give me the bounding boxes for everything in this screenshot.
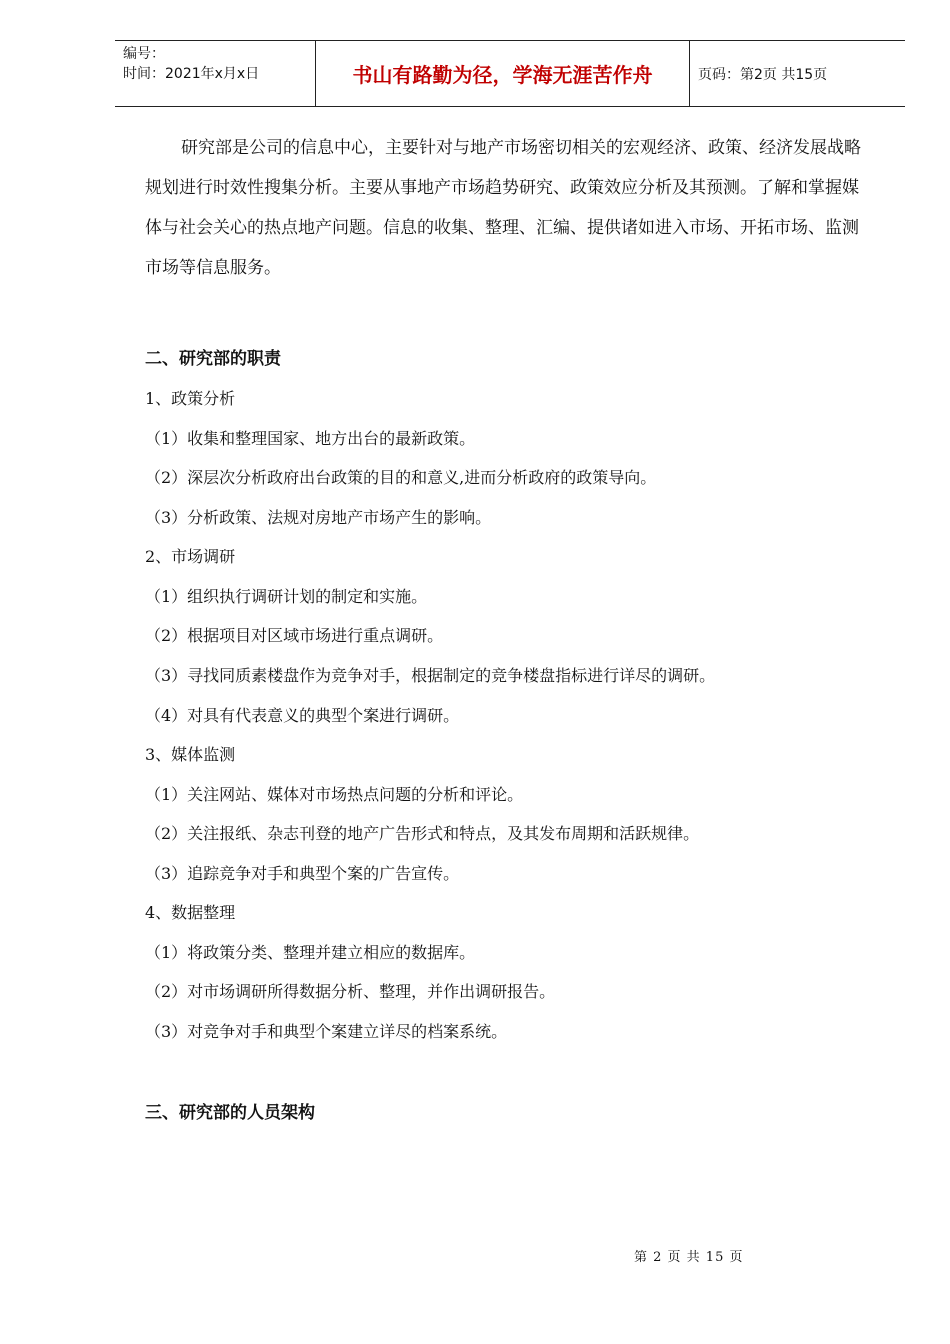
list-item: （2）根据项目对区域市场进行重点调研。 bbox=[145, 626, 444, 645]
list-item: （1）将政策分类、整理并建立相应的数据库。 bbox=[145, 943, 476, 962]
list-item: （3）寻找同质素楼盘作为竞争对手，根据制定的竞争楼盘指标进行详尽的调研。 bbox=[145, 666, 716, 685]
intro-paragraph: 研究部是公司的信息中心，主要针对与地产市场密切相关的宏观经济、政策、经济发展战略规划进行时效性搜集分析。主要从事地产市场趋势研究、政策效应分析及其预测。了解和掌握媒体与社会关心的热点地产问题。信息的收集、整理、汇编、提供诸如进入市场、开拓市场、监测市场等信息服务。 bbox=[145, 138, 861, 278]
list-item: （1）关注网站、媒体对市场热点问题的分析和评论。 bbox=[145, 785, 524, 804]
list-item: （3）追踪竞争对手和典型个案的广告宣传。 bbox=[145, 864, 460, 883]
section-title-duties: 二、研究部的职责 bbox=[145, 349, 281, 369]
list-item: （3）分析政策、法规对房地产市场产生的影响。 bbox=[145, 508, 492, 527]
list-item: 3、媒体监测 bbox=[145, 745, 236, 764]
list-item: （1）收集和整理国家、地方出台的最新政策。 bbox=[145, 429, 476, 448]
list-item: （1）组织执行调研计划的制定和实施。 bbox=[145, 587, 428, 606]
list-item: （2）深层次分析政府出台政策的目的和意义,进而分析政府的政策导向。 bbox=[145, 468, 657, 487]
page-footer: 第 2 页 共 15 页 bbox=[634, 1250, 744, 1265]
list-item: 4、数据整理 bbox=[145, 903, 236, 922]
header-page-info: 页码：第2页 共15页 bbox=[698, 66, 828, 83]
list-item: （4）对具有代表意义的典型个案进行调研。 bbox=[145, 706, 460, 725]
document-body bbox=[145, 128, 875, 1123]
list-item: （3）对竞争对手和典型个案建立详尽的档案系统。 bbox=[145, 1022, 508, 1041]
page-header bbox=[115, 40, 905, 107]
number-label: 编号： bbox=[123, 46, 165, 62]
section-title-staff-structure: 三、研究部的人员架构 bbox=[145, 1103, 315, 1123]
list-item: 1、政策分析 bbox=[145, 389, 236, 408]
list-item: （2）对市场调研所得数据分析、整理，并作出调研报告。 bbox=[145, 982, 556, 1001]
list-item: 2、市场调研 bbox=[145, 547, 236, 566]
time-label: 时间：2021年x月x日 bbox=[123, 66, 260, 82]
list-item: （2）关注报纸、杂志刊登的地产广告形式和特点，及其发布周期和活跃规律。 bbox=[145, 824, 700, 843]
header-meta bbox=[115, 41, 316, 106]
header-motto: 书山有路勤为径，学海无涯苦作舟 bbox=[316, 41, 690, 106]
